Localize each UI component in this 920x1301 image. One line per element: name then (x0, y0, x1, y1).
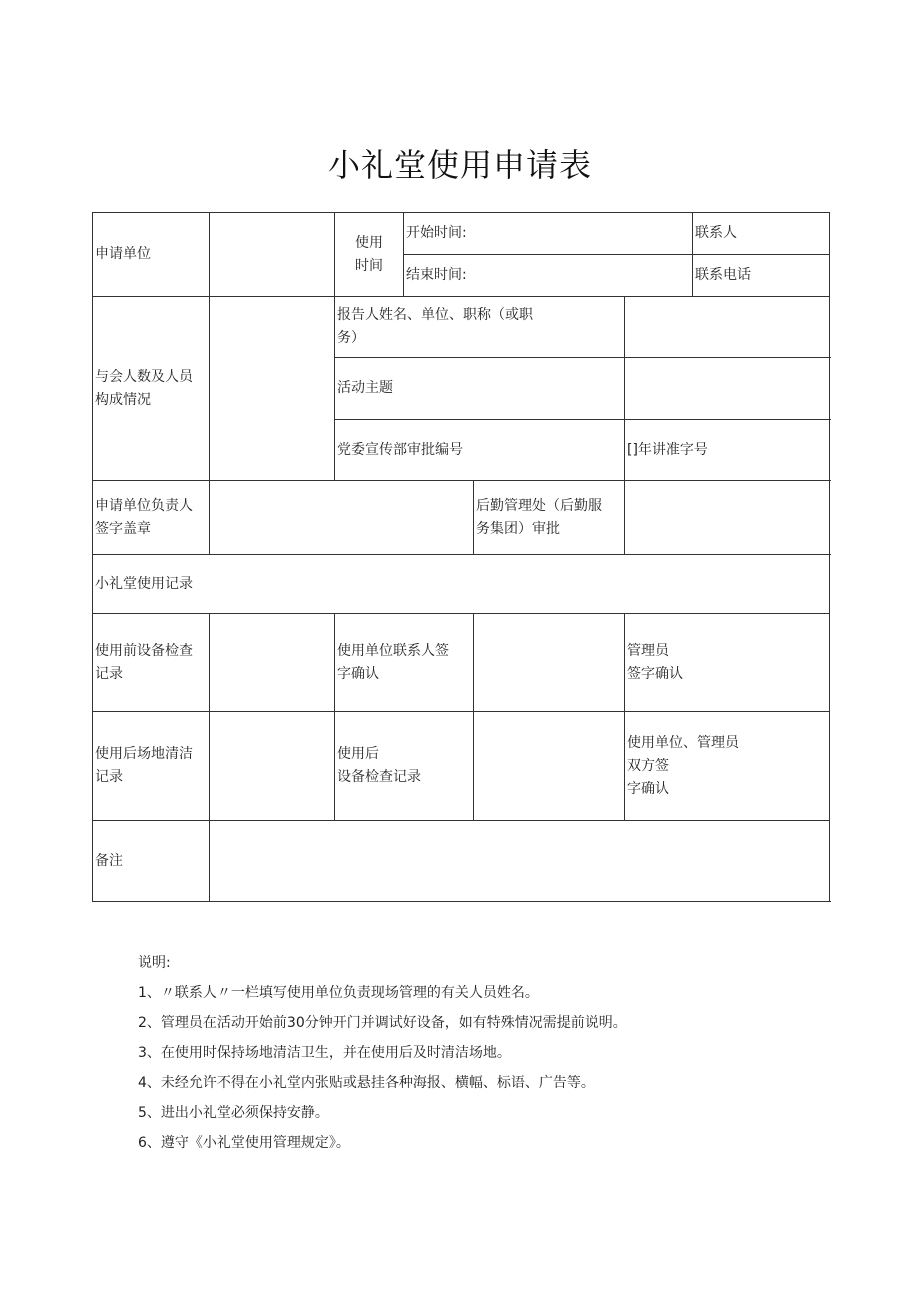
applicant-unit-field[interactable] (210, 213, 335, 297)
contact-sign-confirm-field[interactable] (474, 614, 625, 712)
note-item: 3、在使用时保持场地清洁卫生，并在使用后及时清洁场地。 (138, 1045, 511, 1061)
remarks-label: 备注 (93, 821, 210, 902)
notes-section (138, 948, 858, 1158)
post-clean-label: 使用后场地清洁 记录 (93, 712, 210, 821)
note-item: 4、未经允许不得在小礼堂内张贴或悬挂各种海报、横幅、标语、广告等。 (138, 1075, 595, 1091)
remarks-field[interactable] (210, 821, 830, 902)
post-check-label: 使用后 设备检查记录 (335, 712, 474, 821)
activity-theme-label: 活动主题 (335, 358, 625, 420)
attendees-field[interactable] (210, 297, 335, 481)
activity-theme-field[interactable] (625, 358, 830, 420)
contact-sign-confirm-label: 使用单位联系人签 字确认 (335, 614, 474, 712)
contact-person-label: 联系人 (693, 213, 830, 255)
usage-time-label: 使用 时间 (335, 213, 404, 297)
post-check-field[interactable] (474, 712, 625, 821)
reporter-info-field[interactable] (625, 297, 830, 358)
application-form-table (92, 212, 830, 902)
attendees-label: 与会人数及人员 构成情况 (93, 297, 210, 481)
end-time-field[interactable]: 结束时间: (404, 255, 693, 297)
reporter-info-label: 报告人姓名、单位、职称（或职 务） (335, 297, 625, 358)
pre-check-field[interactable] (210, 614, 335, 712)
logistics-approval-field[interactable] (625, 481, 830, 555)
both-sign-confirm-label: 使用单位、管理员 双方签 字确认 (625, 712, 830, 821)
start-time-field[interactable]: 开始时间: (404, 213, 693, 255)
note-item: 1、〃联系人〃一栏填写使用单位负责现场管理的有关人员姓名。 (138, 985, 539, 1001)
post-clean-field[interactable] (210, 712, 335, 821)
unit-leader-sign-label: 申请单位负责人 签字盖章 (93, 481, 210, 555)
pre-check-label: 使用前设备检查 记录 (93, 614, 210, 712)
applicant-unit-label: 申请单位 (93, 213, 210, 297)
unit-leader-sign-field[interactable] (210, 481, 474, 555)
page-title: 小礼堂使用申请表 (327, 146, 592, 184)
notes-heading: 说明: (138, 955, 171, 971)
note-item: 5、进出小礼堂必须保持安静。 (138, 1105, 329, 1121)
note-item: 2、管理员在活动开始前30分钟开门并调试好设备，如有特殊情况需提前说明。 (138, 1015, 627, 1031)
contact-phone-label: 联系电话 (693, 255, 830, 297)
logistics-approval-label: 后勤管理处（后勤服 务集团）审批 (474, 481, 625, 555)
usage-record-heading: 小礼堂使用记录 (93, 555, 830, 614)
note-item: 6、遵守《小礼堂使用管理规定》。 (138, 1135, 350, 1151)
lecture-permit-field[interactable]: []年讲准字号 (625, 420, 830, 481)
approval-number-label: 党委宣传部审批编号 (335, 420, 625, 481)
admin-sign-confirm-label: 管理员 签字确认 (625, 614, 830, 712)
